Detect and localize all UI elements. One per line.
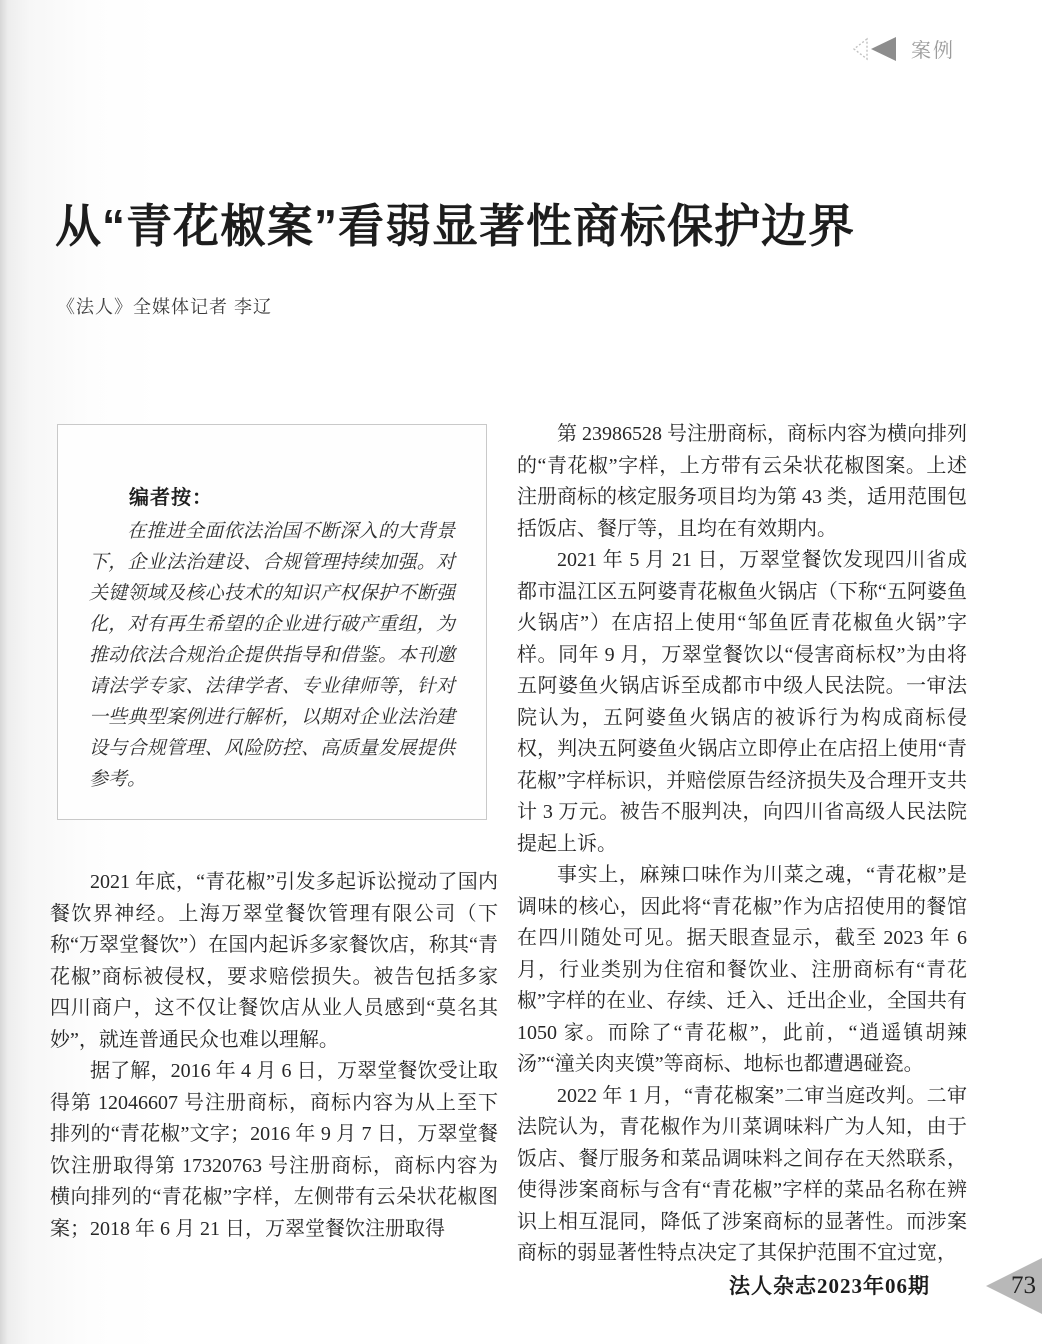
category-nav xyxy=(851,34,955,63)
body-paragraph: 2022 年 1 月，“青花椒案”二审当庭改判。二审法院认为，青花椒作为川菜调味料广为人知，由于饭店、餐厅服务和菜品调味料之间存在天然联系，使得涉案商标与含有“青花椒”字样的菜品名称在辨识上相互混同，降低了涉案商标的显著性。而涉案商标的弱显著性特点决定了其保护范围不宜过宽， xyxy=(517,1084,967,1264)
editor-note-box xyxy=(57,424,487,820)
left-column xyxy=(50,424,498,1245)
article-title: 从“青花椒案”看弱显著性商标保护边界 xyxy=(55,200,855,252)
body-paragraph: 第 23986528 号注册商标，商标内容为横向排列的“青花椒”字样，上方带有云朵状花椒图案。上述注册商标的核定服务项目均为第 43 类，适用范围包括饭店、餐厅等，且均在有效期内。 xyxy=(517,423,967,540)
body-paragraph: 事实上，麻辣口味作为川菜之魂，“青花椒”是调味的核心，因此将“青花椒”作为店招使用的餐馆在四川随处可见。据天眼查显示，截至 2023 年 6 月，行业类别为住宿和餐饮业、注册商标有“青花椒”字样的在业、存续、迁入、迁出企业，全国共有 1050 家。而除了“青花椒”，此前，“逍遥镇胡辣汤”“潼关肉夹馍”等商标、地标也都遭遇碰瓷。 xyxy=(517,864,967,1075)
category-label: 案例 xyxy=(911,40,955,62)
journal-issue-label: 法人杂志2023年06期 xyxy=(729,1274,930,1298)
filled-triangle-icon xyxy=(871,37,896,61)
left-column-body xyxy=(50,867,498,1245)
body-paragraph: 2021 年 5 月 21 日，万翠堂餐饮发现四川省成都市温江区五阿婆青花椒鱼火锅店（下称“五阿婆鱼火锅店”）在店招上使用“邹鱼匠青花椒鱼火锅”字样。同年 9 月，万翠堂餐饮以“侵害商标权”为由将五阿婆鱼火锅店诉至成都市中级人民法院。一审法院认为，五阿婆鱼火锅店的被诉行为构成商标侵权，判决五阿婆鱼火锅店立即停止在店招上使用“青花椒”字样标识，并赔偿原告经济损失及合理开支共计 3 万元。被告不服判决，向四川省高级人民法院提起上诉。 xyxy=(517,549,967,855)
article-byline: 《法人》全媒体记者 李辽 xyxy=(57,297,272,317)
outline-triangle-icon xyxy=(854,39,867,59)
back-triangles-icon xyxy=(851,35,901,63)
page-number-badge xyxy=(986,1258,1042,1314)
right-column xyxy=(517,419,967,1270)
page-number: 73 xyxy=(1011,1272,1036,1299)
body-paragraph: 2021 年底，“青花椒”引发多起诉讼搅动了国内餐饮界神经。上海万翠堂餐饮管理有限公司（下称“万翠堂餐饮”）在国内起诉多家餐饮店，称其“青花椒”商标被侵权，要求赔偿损失。被告包括多家四川商户，这不仅让餐饮店从业人员感到“莫名其妙”，就连普通民众也难以理解。 xyxy=(50,871,498,1051)
body-paragraph: 据了解，2016 年 4 月 6 日，万翠堂餐饮受让取得第 12046607 号注册商标，商标内容为从上至下排列的“青花椒”文字；2016 年 9 月 7 日，万翠堂餐饮注册取得第 17320763 号注册商标，商标内容为横向排列的“青花椒”字样，左侧带有云朵状花椒图案；2018 年 6 月 21 日，万翠堂餐饮注册取得 xyxy=(50,1060,498,1240)
editor-note-heading: 编者按： xyxy=(129,487,213,509)
editor-note-body: 在推进全面依法治国不断深入的大背景下，企业法治建设、合规管理持续加强。对关键领域及核心技术的知识产权保护不断强化，对有再生希望的企业进行破产重组，为推动依法合规治企提供指导和借鉴。本刊邀请法学专家、法律学者、专业律师等，针对一些典型案例进行解析，以期对企业法治建设与合规管理、风险防控、高质量发展提供参考。 xyxy=(89,521,455,790)
